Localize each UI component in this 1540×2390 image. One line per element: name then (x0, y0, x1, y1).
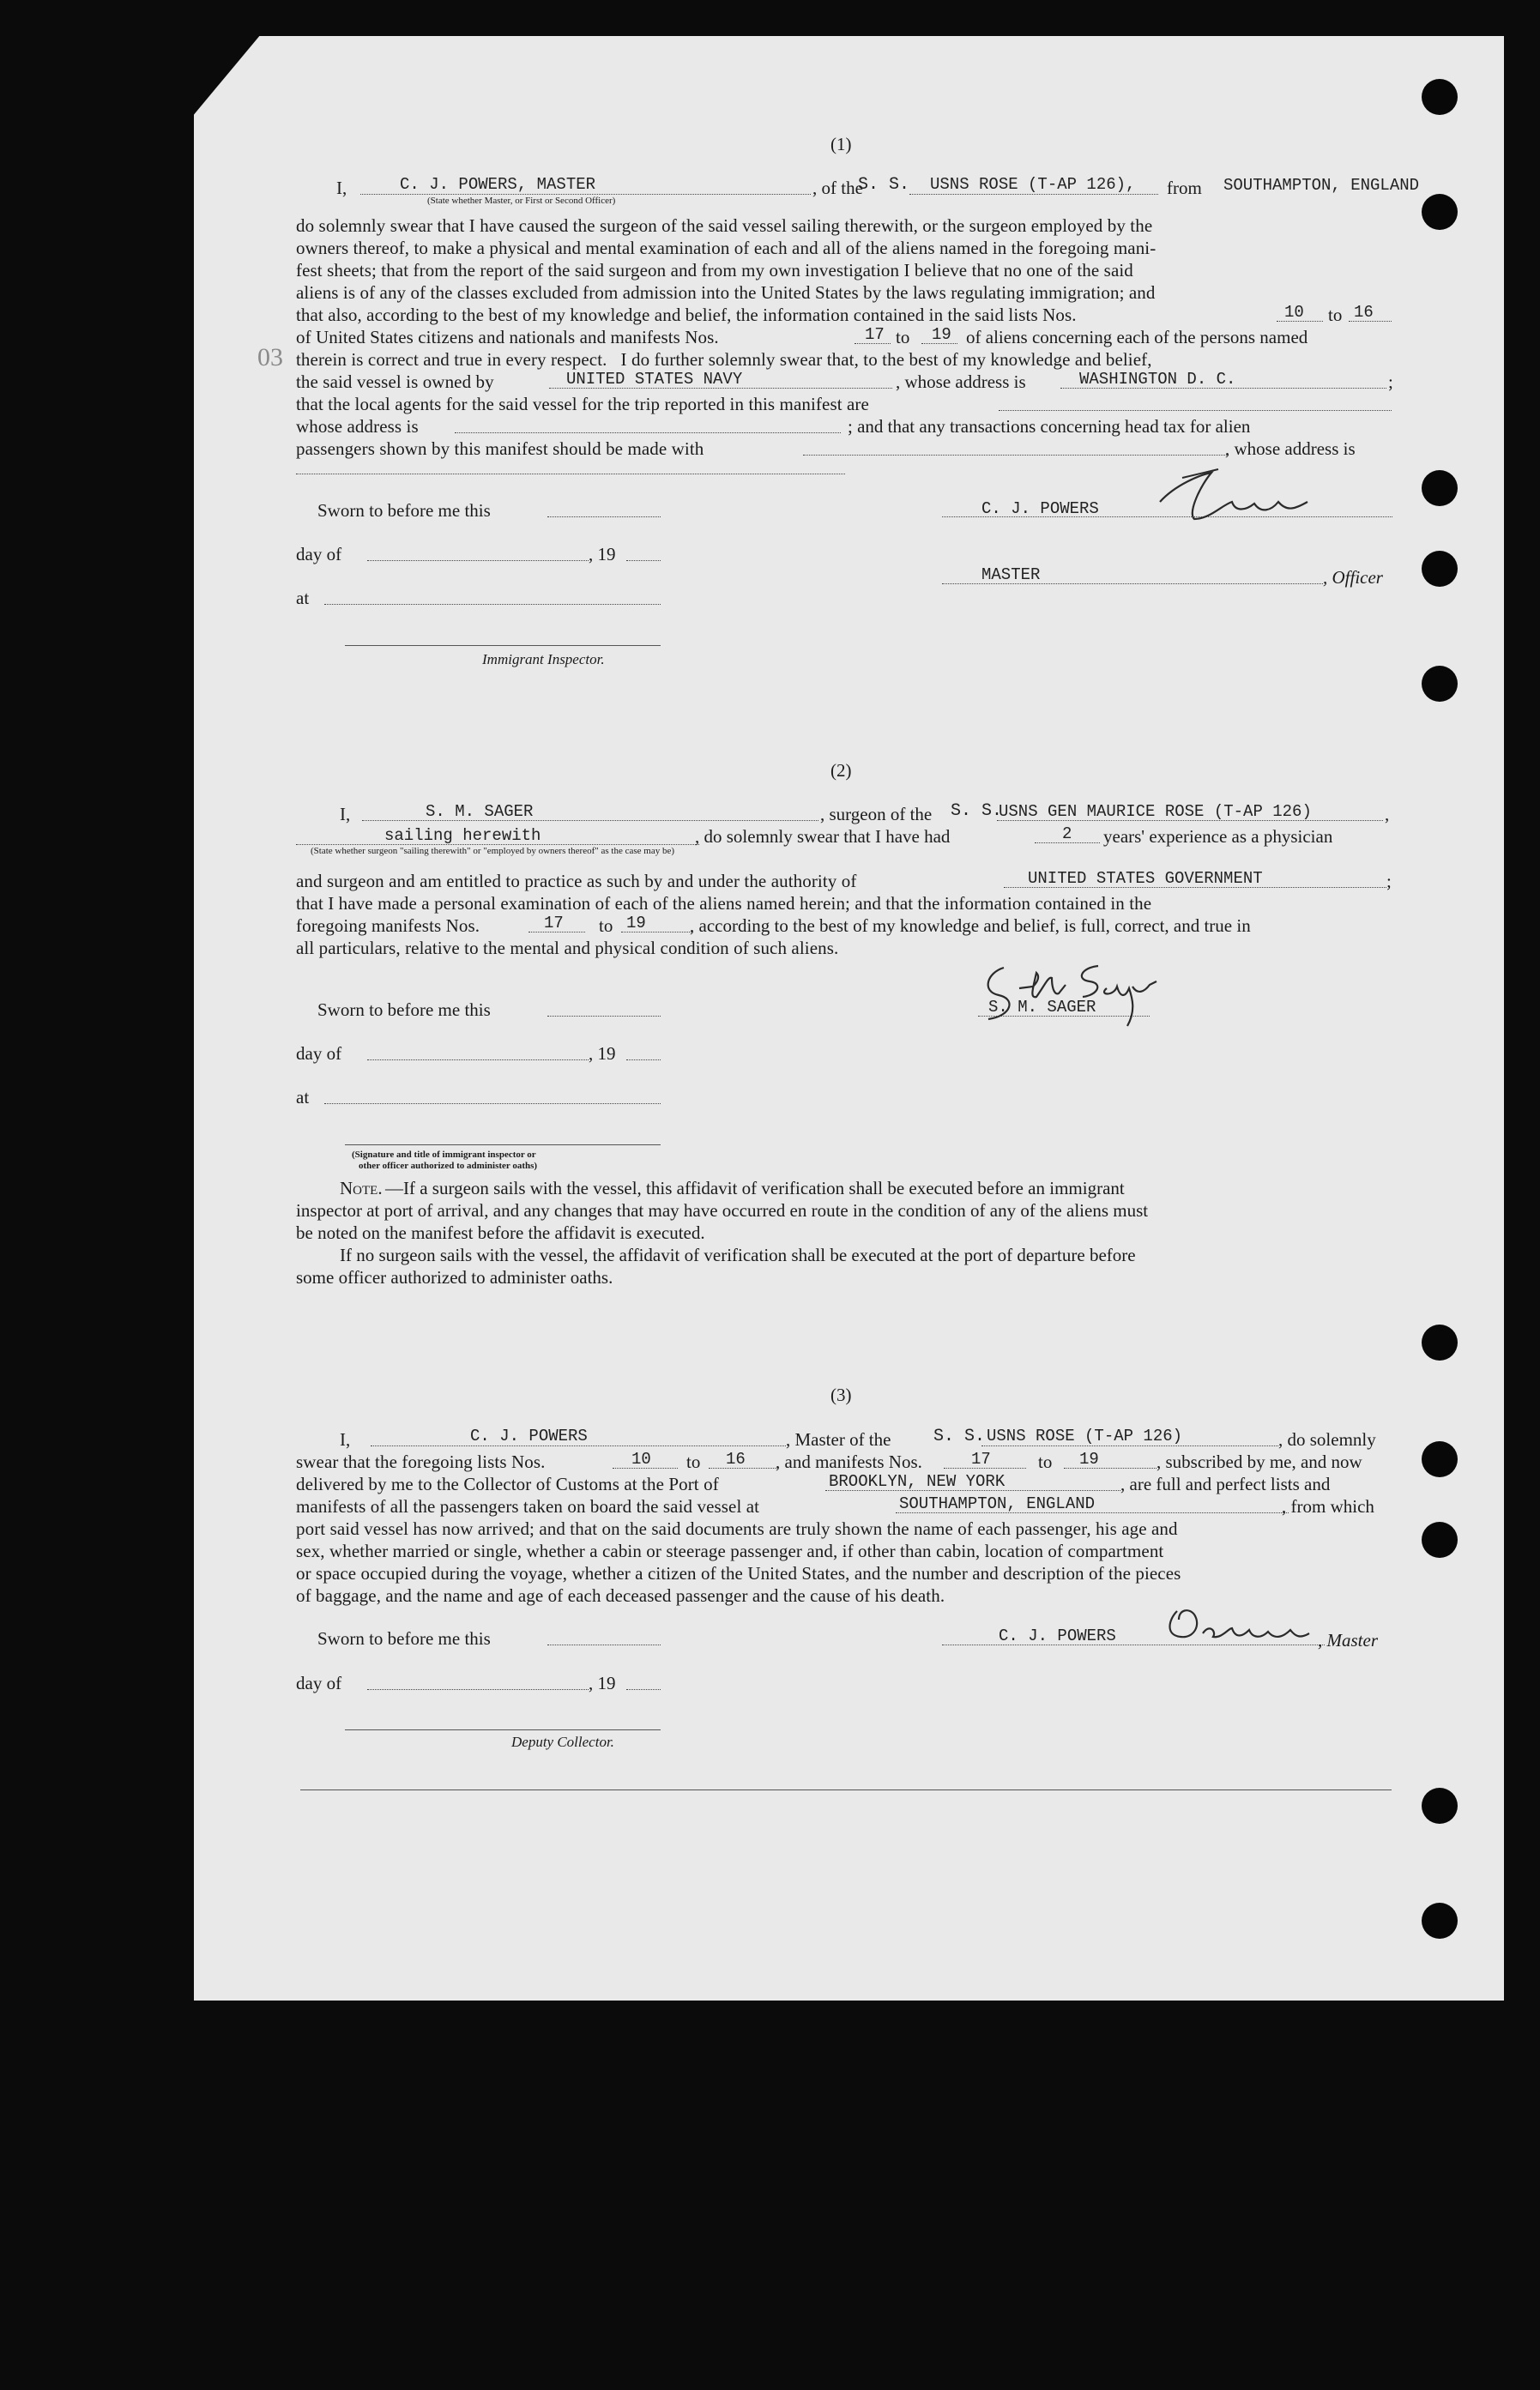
s1-lists-from: 10 (1284, 303, 1304, 322)
binder-hole (1422, 551, 1458, 587)
s2-sig-line (345, 1144, 661, 1145)
s2-sworn-line (547, 1016, 661, 1017)
s2-day-line (367, 1059, 589, 1060)
s2-authority-text: and surgeon and am entitled to practice as such by and under the authority of (296, 871, 857, 891)
s1-i-label: I, (336, 178, 347, 198)
s1-of-the: , of the (812, 178, 863, 198)
s2-line-3b: , according to the best of my knowledge and belief, is full, correct, and true in (690, 915, 1251, 936)
s2-caption: (State whether surgeon "sailing therewith" or "employed by owners thereof" as the case may be) (311, 846, 675, 856)
s3-rest-1: port said vessel has now arrived; and that on the said documents are truly shown the name of each passenger, his age and (296, 1518, 1178, 1539)
s2-man-from: 17 (544, 914, 564, 932)
s2-note2-line-2: some officer authorized to administer oaths. (296, 1267, 613, 1288)
s3-master-name: C. J. POWERS (470, 1427, 588, 1445)
s1-year: , 19 (589, 544, 616, 564)
s2-years: 2 (1062, 824, 1072, 843)
s2-at: at (296, 1087, 310, 1107)
s1-aliens-tail: of aliens concerning each of the persons named (966, 327, 1308, 347)
s3-vessel: USNS ROSE (T-AP 126) (987, 1427, 1183, 1445)
s2-authority: UNITED STATES GOVERNMENT (1028, 869, 1263, 888)
s1-sign-title: MASTER (981, 565, 1041, 584)
s3-lists-from: 10 (631, 1450, 651, 1469)
s3-man-from: 17 (971, 1450, 991, 1469)
s3-and-manifests: , and manifests Nos. (776, 1452, 922, 1472)
s1-line-3: fest sheets; that from the report of the said surgeon and from my own investigation I believe that no one of the said (296, 260, 1133, 281)
s1-to-word-2: to (896, 327, 910, 347)
s1-agents-line (999, 410, 1392, 411)
binder-hole (1422, 1788, 1458, 1824)
s3-collector-line (345, 1729, 661, 1730)
s2-surgeon-name: S. M. SAGER (426, 802, 534, 821)
s3-full-perfect: , are full and perfect lists and (1120, 1474, 1331, 1494)
s3-ss-mark: S. S. (933, 1427, 986, 1446)
s1-lists-from-line (1277, 321, 1323, 322)
s2-note-line-3: be noted on the manifest before the affidavit is executed. (296, 1222, 705, 1243)
s1-line-6: of United States citizens and nationals and manifests Nos. (296, 327, 719, 347)
s2-sig-caption-2: other officer authorized to administer oaths) (359, 1161, 538, 1171)
s3-rest-4: of baggage, and the name and age of each deceased passenger and the cause of his death. (296, 1585, 945, 1606)
s1-whose-address-end: , whose address is (1225, 438, 1356, 459)
s1-man-to-line (921, 343, 957, 344)
signature-powers-1 (1150, 459, 1321, 528)
s1-lists-to-line (1349, 321, 1392, 322)
s3-manifests-all: manifests of all the passengers taken on board the said vessel at (296, 1496, 760, 1517)
s1-inspector-line (345, 645, 661, 646)
s1-from-place: SOUTHAMPTON, ENGLAND (1223, 176, 1420, 195)
s3-i-label: I, (340, 1429, 351, 1450)
s3-man-to: 19 (1079, 1450, 1099, 1469)
s2-sig-caption-1: (Signature and title of immigrant inspector or (352, 1150, 536, 1160)
s3-master-of: , Master of the (786, 1429, 891, 1450)
s1-vessel: USNS ROSE (T-AP 126), (930, 175, 1136, 194)
s2-line-2: that I have made a personal examination of each of the aliens named herein; and that the information contained in the (296, 893, 1152, 914)
s1-agent-address-line (455, 432, 841, 433)
s3-year: , 19 (589, 1673, 616, 1693)
s1-day-of: day of (296, 544, 342, 564)
s1-year-line (626, 560, 661, 561)
s1-sworn: Sworn to before me this (317, 500, 491, 521)
s1-master-name: C. J. POWERS, MASTER (400, 175, 596, 194)
s2-surgeon-of: , surgeon of the (820, 804, 933, 824)
s1-master-caption: (State whether Master, or First or Second Officer) (427, 196, 616, 206)
s1-headtax-line (803, 455, 1229, 456)
s1-ss-mark: S. S. (858, 175, 910, 195)
s3-sign-name: C. J. POWERS (999, 1627, 1116, 1645)
s1-line-2: owners thereof, to make a physical and mental examination of each and all of the aliens named in the foregoing mani- (296, 238, 1157, 258)
s1-line-8: the said vessel is owned by (296, 371, 494, 392)
s3-from-which: , from which (1282, 1496, 1374, 1517)
section-1-number: (1) (830, 134, 852, 154)
s1-line-7: therein is correct and true in every respect. I do further solemnly swear that, to the best of my knowledge and belief, (296, 349, 1152, 370)
s1-line-1: do solemnly swear that I have caused the surgeon of the said vessel sailing therewith, or the surgeon employed by the (296, 215, 1153, 236)
s1-line-9: that the local agents for the said vessel for the trip reported in this manifest are (296, 394, 869, 414)
s2-vessel: USNS GEN MAURICE ROSE (T-AP 126) (999, 802, 1312, 821)
section-2-number: (2) (830, 760, 852, 781)
s1-line-5: that also, according to the best of my knowledge and belief, the information contained in the said lists Nos. (296, 305, 1077, 325)
s1-manifests-from: 17 (865, 325, 885, 344)
s2-note-line-2: inspector at port of arrival, and any changes that may have occurred en route in the condition of any of the aliens must (296, 1200, 1149, 1221)
s2-years-text: years' experience as a physician (1103, 826, 1333, 847)
s2-year: , 19 (589, 1043, 616, 1064)
s3-delivered: delivered by me to the Collector of Customs at the Port of (296, 1474, 719, 1494)
s3-collector: Deputy Collector. (511, 1734, 614, 1750)
s1-whose-address: , whose address is (896, 371, 1026, 392)
s2-to-word: to (599, 915, 613, 936)
s1-at: at (296, 588, 310, 608)
s1-margin-mark: 03 (257, 343, 283, 371)
s3-swear-lists: swear that the foregoing lists Nos. (296, 1452, 546, 1472)
s2-sailing: sailing herewith (384, 826, 541, 845)
s2-year-line (626, 1059, 661, 1060)
signature-sager (969, 947, 1158, 1041)
s3-year-line (626, 1689, 661, 1690)
s2-note-lead: Note. (340, 1178, 383, 1198)
s1-head-tax: ; and that any transactions concerning head tax for alien (848, 416, 1251, 437)
section-3-number: (3) (830, 1385, 852, 1405)
s1-to-word: to (1328, 305, 1343, 325)
s3-to-word-2: to (1038, 1452, 1053, 1472)
s1-from-label: from (1167, 178, 1202, 198)
binder-hole (1422, 1441, 1458, 1477)
s2-at-line (324, 1103, 661, 1104)
s1-line-4: aliens is of any of the classes excluded from admission into the United States by the laws regulating immigration; and (296, 282, 1156, 303)
s2-line-4: all particulars, relative to the mental and physical condition of such aliens. (296, 938, 839, 958)
binder-hole (1422, 79, 1458, 115)
s1-owner-address: WASHINGTON D. C. (1079, 370, 1236, 389)
binder-hole (1422, 1903, 1458, 1939)
signature-powers-3 (1160, 1594, 1314, 1654)
s2-i-label: I, (340, 804, 351, 824)
s2-comma: , (1385, 804, 1390, 824)
s3-lists-to: 16 (726, 1450, 746, 1469)
s1-owner: UNITED STATES NAVY (566, 370, 743, 389)
s1-inspector: Immigrant Inspector. (482, 651, 605, 667)
s1-manifests-to: 19 (932, 325, 951, 344)
s2-note2-line-1: If no surgeon sails with the vessel, the affidavit of verification shall be executed at the port of departure before (340, 1245, 1136, 1265)
s2-sign-name: S. M. SAGER (988, 998, 1096, 1017)
s1-at-line (324, 604, 661, 605)
s2-note-line-1: —If a surgeon sails with the vessel, this affidavit of verification shall be executed before an immigrant (385, 1178, 1125, 1198)
s1-line-11: passengers shown by this manifest should be made with (296, 438, 704, 459)
footer-rule (300, 1789, 1392, 1790)
s2-swear-text: , do solemnly swear that I have had (695, 826, 951, 847)
s3-rest-2: sex, whether married or single, whether a cabin or steerage passenger and, if other than cabin, location of compartment (296, 1541, 1164, 1561)
s3-master-label: , Master (1318, 1630, 1378, 1651)
s3-rest-3: or space occupied during the voyage, whether a citizen of the United States, and the number and description of the pieces (296, 1563, 1181, 1584)
s3-sworn: Sworn to before me this (317, 1628, 491, 1649)
s2-day-of: day of (296, 1043, 342, 1064)
binder-hole (1422, 1522, 1458, 1558)
s2-ss-mark: S. S. (951, 801, 1003, 821)
s1-sign-name: C. J. POWERS (981, 499, 1099, 518)
s3-man-to-line (1064, 1468, 1157, 1469)
s1-man-from-line (855, 343, 891, 344)
s1-line-10: whose address is (296, 416, 419, 437)
s3-subscribed: , subscribed by me, and now (1157, 1452, 1362, 1472)
binder-hole (1422, 666, 1458, 702)
s2-line-3a: foregoing manifests Nos. (296, 915, 480, 936)
s2-semicolon: ; (1386, 871, 1392, 891)
s3-to-word: to (686, 1452, 701, 1472)
binder-hole (1422, 470, 1458, 506)
binder-hole (1422, 194, 1458, 230)
s1-sworn-line (547, 516, 661, 517)
s2-man-to: 19 (626, 914, 646, 932)
s3-solemnly: , do solemnly (1278, 1429, 1376, 1450)
binder-hole (1422, 1325, 1458, 1361)
s1-officer: , Officer (1323, 567, 1383, 588)
s3-day-of: day of (296, 1673, 342, 1693)
s3-embark: SOUTHAMPTON, ENGLAND (899, 1494, 1096, 1513)
s1-lists-to: 16 (1354, 303, 1374, 322)
s1-semicolon: ; (1388, 371, 1393, 392)
s3-day-line (367, 1689, 589, 1690)
s2-sworn: Sworn to before me this (317, 999, 491, 1020)
s3-port: BROOKLYN, NEW YORK (829, 1472, 1006, 1491)
s1-day-line (367, 560, 589, 561)
